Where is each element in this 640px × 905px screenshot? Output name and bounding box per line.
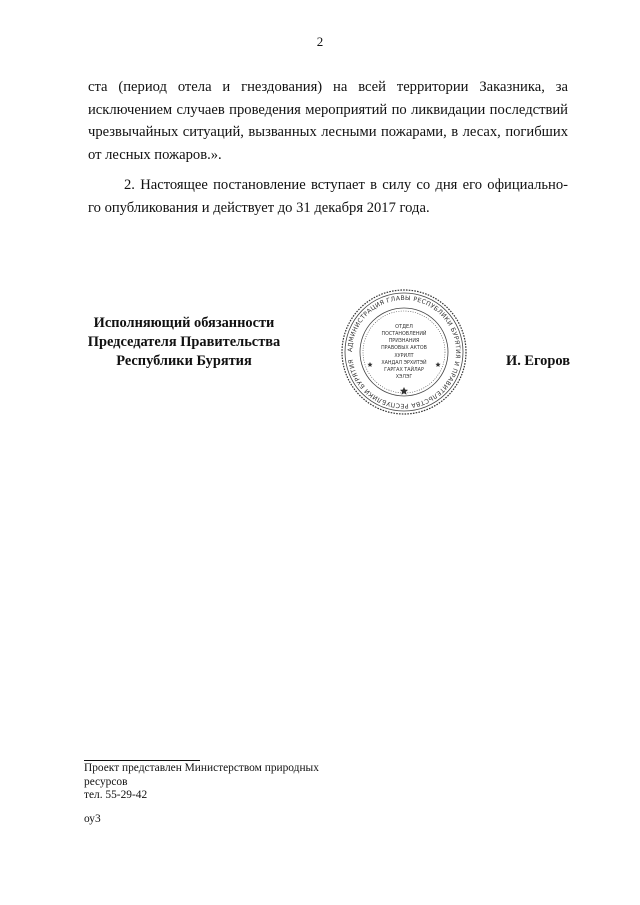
body-paragraph-2-line-1: 2. Настоящее постановление вступает в силу со дня его официально- xyxy=(124,177,568,193)
seal-line-6: ХАНДАЛ ЭРХИТЭЙ xyxy=(381,361,427,366)
signature-title-line-1: Исполняющий обязанности xyxy=(93,315,275,331)
signature-title xyxy=(80,314,288,371)
seal-line-1: ОТДЕЛ xyxy=(395,324,413,330)
footer-note xyxy=(84,762,384,826)
seal-line-4: ПРАВОВЫХ АКТОВ xyxy=(381,346,427,351)
footer-divider xyxy=(84,760,200,761)
seal-line-3: ПРИЗНАНИЯ xyxy=(388,339,420,344)
seal-ring-text: АДМИНИСТРАЦИЯ ГЛАВЫ РЕСПУБЛИКИ БУРЯТИЯ И ПРАВИТЕЛЬСТВА РЕСПУБЛИКИ БУРЯТИЯ xyxy=(346,294,462,410)
seal-line-7: ГАРГАХ ТАЙЛАР xyxy=(384,368,424,373)
signature-title-line-2: Председателя Правительства xyxy=(87,334,281,350)
page-number: 2 xyxy=(316,34,324,49)
footer-line-2: ресурсов xyxy=(84,775,128,788)
official-seal-stamp xyxy=(340,288,468,416)
signatory-name: И. Егоров xyxy=(506,353,570,369)
footer-code: оу3 xyxy=(84,812,101,825)
footer-phone: тел. 55-29-42 xyxy=(84,789,148,801)
body-paragraph-2-line-2: го опубликования и действует до 31 декабря 2017 года. xyxy=(88,199,430,216)
seal-line-5: ХУРИЛТ xyxy=(394,354,414,359)
seal-line-2: ПОСТАНОВЛЕНИЙ xyxy=(381,332,427,337)
signature-title-line-3: Республики Бурятия xyxy=(116,353,252,369)
body-paragraph-2 xyxy=(88,174,568,219)
body-paragraph-1: ста (период отела и гнездования) на всей территории Заказника, за исключением случаев проведения мероприятий по ликвидации последствий чрезвычайных ситуаций, вызванных лесными пожарами, в лесах, погибших от лесных пожаров.». xyxy=(88,79,568,163)
seal-line-8: ХЭЛЭГ xyxy=(395,375,413,380)
footer-line-1: Проект представлен Министерством природных xyxy=(84,762,319,774)
